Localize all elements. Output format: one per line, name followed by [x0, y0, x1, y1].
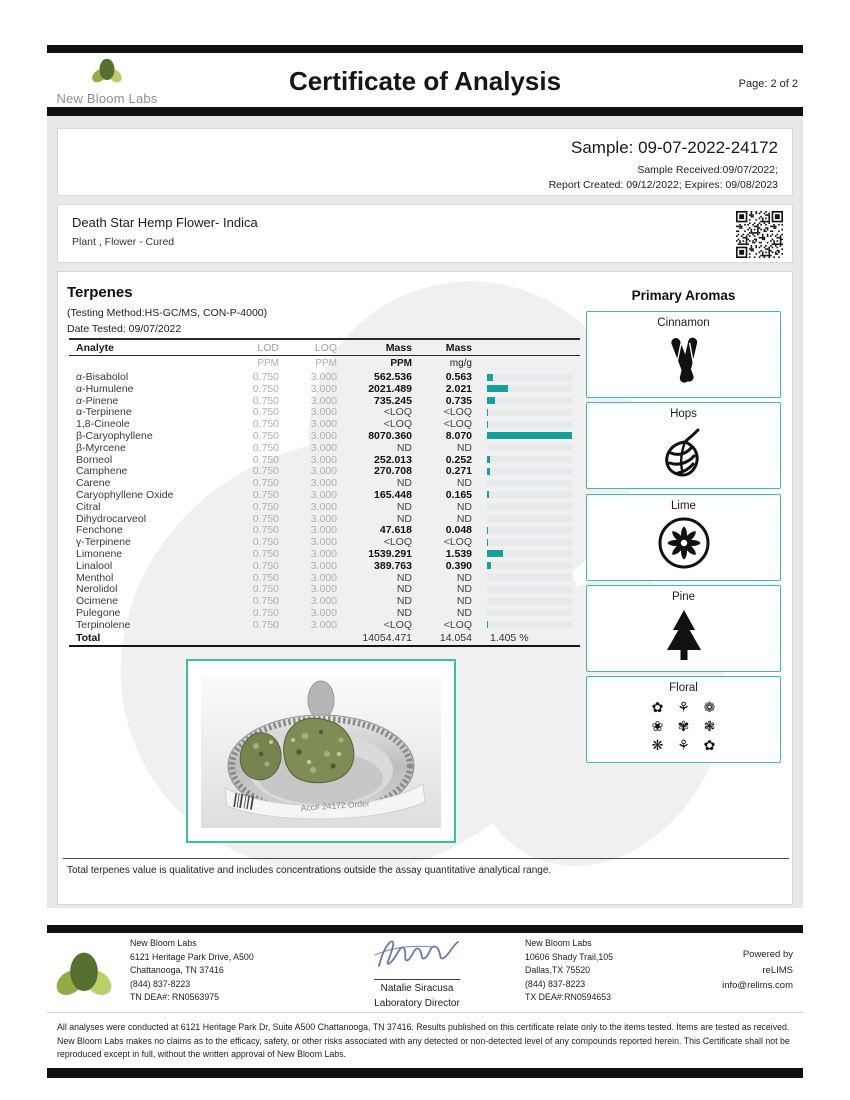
loq-value: 3.000 [310, 465, 337, 478]
mass-mgg-value: 0.165 [445, 488, 472, 501]
flower-glyph: ❋ [651, 737, 664, 754]
unit-lod: PPM [257, 358, 279, 369]
analyte-name: α-Terpinene [76, 406, 132, 419]
mass-ppm-value: <LOQ [383, 406, 412, 419]
bar-track [487, 374, 572, 381]
lod-value: 0.750 [252, 418, 279, 431]
table-row [69, 607, 580, 619]
bar-fill [487, 421, 488, 428]
flower-glyph: ⚘ [677, 737, 690, 754]
aroma-box-hops [586, 402, 781, 489]
sample-id: Sample: 09-07-2022-24172 [571, 138, 778, 157]
loq-value: 3.000 [310, 453, 337, 466]
flower-glyph: ❃ [703, 718, 716, 735]
mass-mgg-value: ND [456, 512, 472, 525]
bar-track [487, 456, 572, 463]
footer-line: 10606 Shady Trail,105 [525, 951, 614, 962]
lod-value: 0.750 [252, 583, 279, 596]
mass-mgg-value: 0.735 [445, 394, 472, 407]
mass-ppm-value: <LOQ [383, 618, 412, 631]
lod-value: 0.750 [252, 465, 279, 478]
table-total-row [69, 631, 580, 647]
bar-track [487, 621, 572, 628]
flower-glyph: ✿ [703, 737, 716, 754]
lod-value: 0.750 [252, 524, 279, 537]
bar-cell [472, 515, 580, 522]
table-row [69, 548, 580, 560]
bar-fill [487, 621, 488, 628]
terpenes-table [69, 338, 580, 647]
mass-mgg-value: ND [456, 441, 472, 454]
bar-cell [472, 586, 580, 593]
footer-line: New Bloom Labs [130, 938, 197, 948]
bar-fill [487, 397, 495, 404]
bar-cell [472, 550, 580, 557]
analyte-name: Pulegone [76, 606, 121, 619]
table-row [69, 513, 580, 525]
footer-line: 6121 Heritage Park Drive, A500 [130, 951, 254, 962]
footer-address-tx [525, 937, 613, 1005]
bar-fill [487, 550, 503, 557]
mass-ppm-value: 165.448 [374, 488, 412, 501]
analyte-name: β-Myrcene [76, 441, 126, 454]
bar-track [487, 468, 572, 475]
lod-value: 0.750 [252, 500, 279, 513]
bar-track [487, 586, 572, 593]
footer-logo-icon [52, 943, 116, 1005]
bar-fill [487, 374, 493, 381]
bar-fill [487, 491, 489, 498]
bar-track [487, 598, 572, 605]
footer-line: (844) 837-8223 [130, 978, 191, 989]
bar-track [487, 515, 572, 522]
mass-ppm-value: <LOQ [383, 418, 412, 431]
footer-line: TN DEA#: RN0563975 [130, 992, 219, 1002]
table-row [69, 619, 580, 631]
lod-value: 0.750 [252, 606, 279, 619]
bar-track [487, 539, 572, 546]
bar-cell [472, 539, 580, 546]
loq-value: 3.000 [310, 418, 337, 431]
bar-cell [472, 456, 580, 463]
col-loq: LOQ [314, 341, 337, 354]
analyte-name: Fenchone [76, 524, 123, 537]
analyte-name: Carene [76, 477, 111, 490]
mass-ppm-value: ND [396, 500, 412, 513]
loq-value: 3.000 [310, 394, 337, 407]
signer-name: Natalie Siracusa [380, 983, 454, 994]
mass-ppm-value: 270.708 [374, 465, 412, 478]
bar-cell [472, 409, 580, 416]
table-row [69, 477, 580, 489]
pine-tree-icon [661, 608, 707, 664]
citrus-slice-icon [656, 515, 712, 571]
aroma-box-lime [586, 494, 781, 581]
sample-photo [201, 674, 441, 828]
aroma-label: Lime [671, 500, 696, 512]
disclaimer-text: All analyses were conducted at 6121 Heritage Park Dr, Suite A500 Chattanooga, TN 37416. Results published on this certificate relate only to the items tested. Items are tested as received. New Bloom Labs makes no claims as to the efficacy, safety, or other risks associated with any detected or non-detected level of any compounds reported herein. This Certificate shall not be reproduced except in full, without the written approval of New Bloom Labs. [57, 1022, 790, 1059]
hop-cone-icon [658, 426, 710, 480]
relims-name: reLIMS [762, 964, 793, 976]
table-row [69, 383, 580, 395]
relims-email: info@relims.com [722, 980, 793, 991]
loq-value: 3.000 [310, 488, 337, 501]
table-row [69, 371, 580, 383]
analyte-name: Borneol [76, 453, 113, 466]
bar-cell [472, 621, 580, 628]
loq-value: 3.000 [310, 595, 337, 608]
qr-code-icon [736, 211, 783, 258]
mass-ppm-value: 8070.360 [368, 429, 412, 442]
header-rule-bar [47, 107, 803, 116]
table-row [69, 595, 580, 607]
bar-cell [472, 491, 580, 498]
signature-icon [369, 932, 465, 974]
bar-cell [472, 421, 580, 428]
lod-value: 0.750 [252, 512, 279, 525]
unit-mass-mgg: mg/g [449, 358, 472, 369]
mass-mgg-value: 8.070 [445, 429, 472, 442]
analyte-name: γ-Terpinene [76, 536, 131, 549]
bar-fill [487, 385, 508, 392]
mass-ppm-value: 47.618 [379, 524, 412, 537]
bar-track [487, 527, 572, 534]
table-row [69, 430, 580, 442]
col-analyte: Analyte [76, 341, 114, 354]
table-row [69, 442, 580, 454]
bar-track [487, 562, 572, 569]
analyte-name: α-Pinene [76, 394, 119, 407]
table-row [69, 418, 580, 430]
lod-value: 0.750 [252, 453, 279, 466]
mass-mgg-value: 0.252 [445, 453, 472, 466]
sample-received: Sample Received:09/07/2022; [637, 164, 778, 176]
bar-track [487, 409, 572, 416]
total-label: Total [76, 631, 101, 644]
footer-line: (844) 837-8223 [525, 978, 586, 989]
mass-mgg-value: <LOQ [443, 536, 472, 549]
signer-title: Laboratory Director [374, 998, 460, 1009]
bar-cell [472, 598, 580, 605]
analyte-name: Linalool [76, 559, 113, 572]
lod-value: 0.750 [252, 595, 279, 608]
analyte-name: α-Bisabolol [76, 371, 129, 383]
product-name: Death Star Hemp Flower- Indica [72, 215, 258, 230]
mass-ppm-value: ND [396, 595, 412, 608]
table-row [69, 406, 580, 418]
bar-track [487, 432, 572, 439]
flowers-grid-icon [645, 699, 723, 756]
bar-fill [487, 468, 490, 475]
analyte-name: β-Caryophyllene [76, 429, 153, 442]
powered-by-block [653, 947, 793, 994]
signature-block [352, 932, 482, 1009]
bar-track [487, 609, 572, 616]
bar-fill [487, 456, 490, 463]
analyte-name: 1,8-Cineole [76, 418, 130, 431]
analyte-name: Menthol [76, 571, 114, 584]
loq-value: 3.000 [310, 559, 337, 572]
bar-cell [472, 385, 580, 392]
mass-ppm-value: 389.763 [374, 559, 412, 572]
loq-value: 3.000 [310, 618, 337, 631]
sample-photo-frame [186, 659, 456, 843]
top-rule-bar [47, 45, 803, 53]
brand-name: New Bloom Labs [56, 91, 158, 106]
mass-ppm-value: ND [396, 512, 412, 525]
table-row [69, 501, 580, 513]
bar-cell [472, 444, 580, 451]
bar-track [487, 503, 572, 510]
bar-cell [472, 527, 580, 534]
sample-info-card [57, 128, 793, 196]
terpene-rows [69, 371, 580, 631]
bar-fill [487, 409, 488, 416]
analyte-name: Citral [76, 500, 101, 513]
lod-value: 0.750 [252, 394, 279, 407]
table-footnote: Total terpenes value is qualitative and includes concentrations outside the assay quantitative analytical range. [63, 858, 789, 876]
unit-mass-ppm: PPM [390, 358, 412, 369]
bar-cell [472, 397, 580, 404]
aroma-box-floral [586, 676, 781, 763]
analyte-name: Caryophyllene Oxide [76, 488, 174, 501]
table-row [69, 583, 580, 595]
footer-divider [47, 1012, 803, 1013]
mass-mgg-value: <LOQ [443, 406, 472, 419]
bar-cell [472, 562, 580, 569]
signature-rule [374, 979, 460, 980]
total-percent: 1.405 % [490, 631, 529, 644]
mass-ppm-value: ND [396, 583, 412, 596]
lod-value: 0.750 [252, 488, 279, 501]
lod-value: 0.750 [252, 618, 279, 631]
analyte-name: Camphene [76, 465, 128, 478]
table-row [69, 560, 580, 572]
bar-fill [487, 562, 491, 569]
loq-value: 3.000 [310, 524, 337, 537]
footer-line: New Bloom Labs [525, 938, 592, 948]
bar-track [487, 550, 572, 557]
bar-cell [472, 468, 580, 475]
footer-line: TX DEA#:RN0594653 [525, 992, 612, 1002]
product-info-card [57, 204, 793, 263]
lod-value: 0.750 [252, 406, 279, 419]
lod-value: 0.750 [252, 536, 279, 549]
table-row [69, 395, 580, 407]
bar-cell [472, 480, 580, 487]
mass-mgg-value: 0.563 [445, 371, 472, 383]
bar-cell [472, 574, 580, 581]
col-lod: LOD [257, 341, 279, 354]
table-row [69, 536, 580, 548]
bar-track [487, 397, 572, 404]
mass-mgg-value: 1.539 [445, 547, 472, 560]
mass-mgg-value: 0.390 [445, 559, 472, 572]
mass-ppm-value: ND [396, 477, 412, 490]
bar-cell [472, 609, 580, 616]
loq-value: 3.000 [310, 571, 337, 584]
terpenes-section-title: Terpenes [67, 284, 133, 301]
page-title: Certificate of Analysis [288, 66, 562, 96]
report-dates: Report Created: 09/12/2022; Expires: 09/08/2023 [548, 179, 778, 191]
aroma-box-cinnamon [586, 311, 781, 398]
aroma-label: Pine [671, 591, 696, 603]
mass-mgg-value: 0.048 [445, 524, 472, 537]
flower-glyph: ❀ [651, 718, 664, 735]
lod-value: 0.750 [252, 441, 279, 454]
bar-cell [472, 503, 580, 510]
footer-line: Chattanooga, TN 37416 [130, 965, 224, 975]
lod-value: 0.750 [252, 547, 279, 560]
lod-value: 0.750 [252, 559, 279, 572]
table-header-row [69, 338, 580, 356]
terpenes-card [57, 271, 793, 905]
mass-ppm-value: ND [396, 441, 412, 454]
footer-address-tn [130, 937, 254, 1005]
mass-mgg-value: <LOQ [443, 418, 472, 431]
lod-value: 0.750 [252, 371, 279, 383]
bar-track [487, 574, 572, 581]
table-row [69, 454, 580, 466]
table-row [69, 524, 580, 536]
mass-ppm-value: 252.013 [374, 453, 412, 466]
loq-value: 3.000 [310, 606, 337, 619]
mass-ppm-value: ND [396, 571, 412, 584]
loq-value: 3.000 [310, 429, 337, 442]
bar-track [487, 421, 572, 428]
bar-cell [472, 374, 580, 381]
flower-glyph: ❁ [703, 699, 716, 716]
product-type: Plant , Flower - Cured [72, 236, 175, 248]
page-number: Page: 2 of 2 [738, 78, 798, 90]
bar-fill [487, 539, 488, 546]
loq-value: 3.000 [310, 382, 337, 395]
loq-value: 3.000 [310, 371, 337, 383]
mass-mgg-value: ND [456, 606, 472, 619]
loq-value: 3.000 [310, 583, 337, 596]
mass-ppm-value: 2021.489 [368, 382, 412, 395]
loq-value: 3.000 [310, 500, 337, 513]
table-row [69, 465, 580, 477]
mass-mgg-value: 0.271 [445, 465, 472, 478]
primary-aromas-title: Primary Aromas [631, 288, 736, 303]
mass-mgg-value: <LOQ [443, 618, 472, 631]
flower-glyph: ✿ [651, 699, 664, 716]
bar-track [487, 480, 572, 487]
unit-loq: PPM [315, 358, 337, 369]
bar-track [487, 444, 572, 451]
analyte-name: Ocimene [76, 595, 119, 608]
mass-mgg-value: ND [456, 477, 472, 490]
loq-value: 3.000 [310, 547, 337, 560]
content-area [47, 116, 803, 908]
col-mass-mgg: Mass [445, 341, 472, 354]
cinnamon-sticks-icon [661, 335, 707, 389]
bar-track [487, 385, 572, 392]
bar-fill [487, 432, 572, 439]
lod-value: 0.750 [252, 477, 279, 490]
loq-value: 3.000 [310, 406, 337, 419]
bottom-rule-bar [47, 1068, 803, 1078]
loq-value: 3.000 [310, 441, 337, 454]
mass-ppm-value: 562.536 [374, 371, 412, 383]
bar-fill [487, 527, 488, 534]
bar-cell [472, 432, 580, 439]
flower-glyph: ✾ [677, 718, 690, 735]
lod-value: 0.750 [252, 429, 279, 442]
aroma-label: Hops [670, 408, 697, 420]
mass-mgg-value: ND [456, 571, 472, 584]
analyte-name: Terpinolene [76, 618, 131, 631]
total-mgg: 14.054 [439, 631, 472, 644]
aroma-label: Floral [669, 682, 698, 694]
table-units-row [69, 356, 580, 371]
powered-by-label: Powered by [742, 949, 793, 960]
lod-value: 0.750 [252, 571, 279, 584]
total-ppm: 14054.471 [362, 631, 412, 644]
mass-mgg-value: ND [456, 500, 472, 513]
loq-value: 3.000 [310, 536, 337, 549]
mass-ppm-value: ND [396, 606, 412, 619]
mass-mgg-value: ND [456, 583, 472, 596]
mass-ppm-value: 1539.291 [368, 547, 412, 560]
testing-method: (Testing Method:HS-GC/MS, CON-P-4000) [67, 307, 268, 319]
flower-glyph: ⚘ [677, 699, 690, 716]
date-tested: Date Tested: 09/07/2022 [67, 323, 182, 335]
aroma-box-pine [586, 585, 781, 672]
analyte-name: α-Humulene [76, 382, 134, 395]
aroma-label: Cinnamon [657, 317, 710, 329]
mass-mgg-value: ND [456, 595, 472, 608]
table-row [69, 572, 580, 584]
analyte-name: Dihydrocarveol [76, 512, 147, 525]
photo-label-text: Acc# 24172 Order [300, 798, 370, 813]
mass-ppm-value: <LOQ [383, 536, 412, 549]
mass-ppm-value: 735.245 [374, 394, 412, 407]
bar-track [487, 491, 572, 498]
col-mass-ppm: Mass [385, 341, 412, 354]
loq-value: 3.000 [310, 477, 337, 490]
analyte-name: Limonene [76, 547, 123, 560]
loq-value: 3.000 [310, 512, 337, 525]
lod-value: 0.750 [252, 382, 279, 395]
analyte-name: Nerolidol [76, 583, 118, 596]
footer-line: Dallas,TX 75520 [525, 965, 591, 975]
mass-mgg-value: 2.021 [445, 382, 472, 395]
table-row [69, 489, 580, 501]
